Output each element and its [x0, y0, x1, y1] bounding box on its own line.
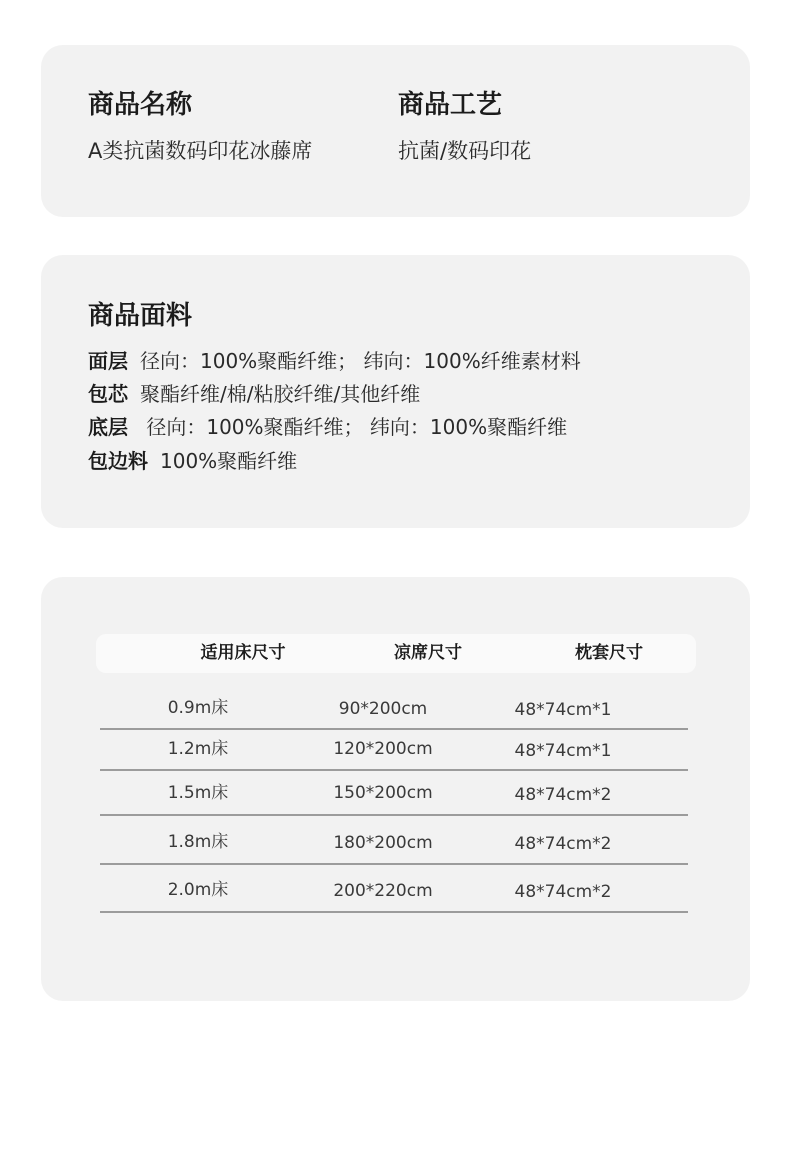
header-pillowcase-size: 枕套尺寸: [575, 643, 643, 663]
size-table-card: [41, 577, 750, 1001]
cell-bed-size: 1.8m床: [167, 832, 229, 852]
product-fabric-card: [41, 255, 750, 528]
fabric-row-value: 聚酯纤维/棉/粘胶纤维/其他纤维: [140, 382, 421, 406]
cell-pillowcase-size: 48*74cm*1: [514, 741, 612, 761]
fabric-row-value: 径向：100%聚酯纤维； 纬向：100%聚酯纤维: [140, 415, 568, 439]
header-mat-size: 凉席尺寸: [394, 643, 462, 663]
product-name-value: A类抗菌数码印花冰藤席: [88, 139, 313, 163]
cell-mat-size: 90*200cm: [338, 699, 428, 719]
cell-pillowcase-size: 48*74cm*1: [514, 700, 612, 720]
cell-mat-size: 180*200cm: [333, 833, 433, 853]
fabric-row-top-layer: [88, 351, 581, 371]
cell-bed-size: 1.2m床: [167, 739, 229, 759]
fabric-row-label: 包芯: [88, 382, 128, 406]
fabric-row-value: 径向：100%聚酯纤维； 纬向：100%纤维素材料: [140, 349, 581, 373]
fabric-row-value: 100%聚酯纤维: [160, 449, 298, 473]
cell-pillowcase-size: 48*74cm*2: [514, 834, 612, 854]
product-craft-label: 商品工艺: [398, 90, 503, 120]
fabric-row-label: 底层: [88, 415, 128, 439]
cell-mat-size: 120*200cm: [333, 739, 433, 759]
fabric-row-label: 面层: [88, 349, 128, 373]
product-name-label: 商品名称: [88, 90, 193, 120]
row-divider: [100, 911, 688, 913]
cell-bed-size: 2.0m床: [167, 880, 229, 900]
fabric-title: 商品面料: [88, 301, 193, 331]
fabric-row-core: [88, 384, 420, 404]
row-divider: [100, 728, 688, 730]
cell-mat-size: 200*220cm: [333, 881, 433, 901]
header-bed-size: 适用床尺寸: [200, 643, 286, 663]
cell-pillowcase-size: 48*74cm*2: [514, 785, 612, 805]
cell-bed-size: 0.9m床: [167, 698, 229, 718]
row-divider: [100, 769, 688, 771]
cell-pillowcase-size: 48*74cm*2: [514, 882, 612, 902]
fabric-row-label: 包边料: [88, 449, 148, 473]
product-craft-value: 抗菌/数码印花: [398, 139, 532, 163]
cell-mat-size: 150*200cm: [333, 783, 433, 803]
fabric-row-bottom-layer: [88, 417, 567, 437]
size-table-header: [96, 634, 696, 673]
product-overview-card: [41, 45, 750, 217]
row-divider: [100, 863, 688, 865]
fabric-row-edging: [88, 451, 297, 471]
row-divider: [100, 814, 688, 816]
cell-bed-size: 1.5m床: [167, 783, 229, 803]
